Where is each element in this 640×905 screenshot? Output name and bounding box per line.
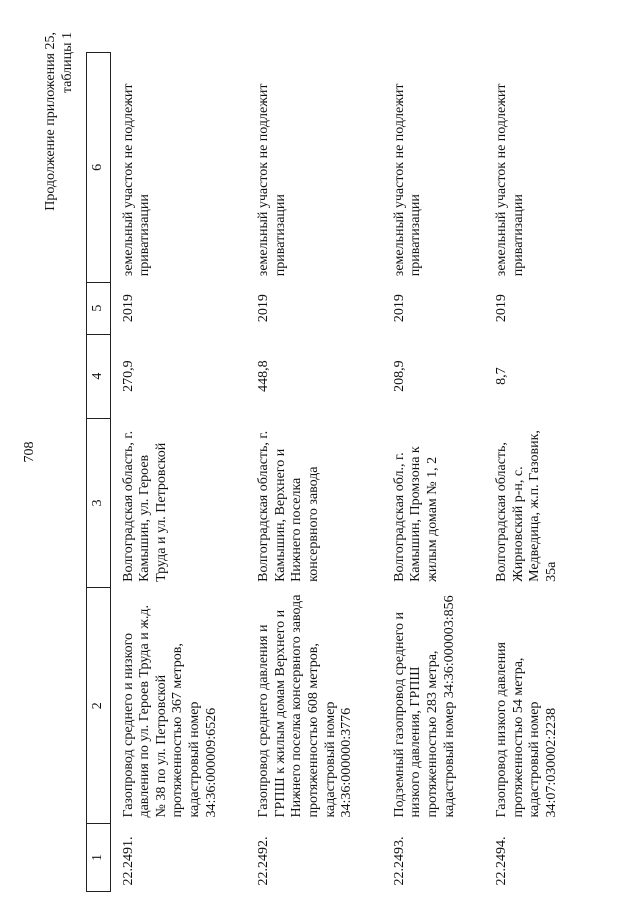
property-table [86,52,586,892]
page-number: 708 [22,441,37,463]
column-header: 3 [87,418,111,588]
object-description: Газопровод низкого давления протяженностью 54 метра, кадастровый номер 34:07:030002:2238 [494,642,559,818]
object-address: Волгоградская область, г. Камышин, Верхнего и Нижнего поселка консервного завода [256,430,321,582]
object-year: 2019 [494,294,510,323]
column-header: 5 [87,282,111,334]
object-note: земельный участок не подлежит приватизации [494,83,526,277]
table-row [382,53,484,892]
row-number: 22.2494. [494,836,510,886]
column-header: 4 [87,334,111,418]
column-header: 1 [87,824,111,892]
continuation-note [42,32,76,211]
row-number: 22.2493. [391,836,407,886]
object-note: земельный участок не подлежит приватизации [391,83,424,277]
column-header: 6 [87,53,111,283]
row-number: 22.2492. [256,836,272,886]
object-note: земельный участок не подлежит приватизации [256,83,288,277]
object-description: Газопровод среднего и низкого давления по ул. Героев Труда и ж.д. № 38 по ул. Петровской протяженностью 367 метров, кадастровый номер 34:36:000009:6526 [120,604,219,818]
object-year: 2019 [120,294,136,323]
continuation-line-2: таблицы 1 [60,32,75,94]
header-row [87,53,111,892]
object-description: Подземный газопровод среднего и низкого давления, ГРПШ протяженностью 283 метра, кадастровый номер 34:36:000003:856 [391,595,457,818]
object-address: Волгоградская обл., г. Камышин, Промзона к жилым домам № 1, 2 [391,446,440,582]
object-description: Газопровод среднего давления и ГРПШ к жилым домам Верхнего и Нижнего поселка консервного завода протяженностью 608 метров, кадастровый номер 34:36:000000:3776 [256,594,355,818]
object-note: земельный участок не подлежит приватизации [120,83,153,277]
object-area: 8,7 [494,367,510,385]
column-header: 2 [87,588,111,824]
object-area: 208,9 [391,360,407,392]
table-row [246,53,382,892]
object-area: 448,8 [256,360,272,392]
document-body [40,12,600,892]
object-year: 2019 [391,294,407,323]
table-row [484,53,586,892]
object-address: Волгоградская область, г. Камышин, ул. Героев Труда и ул. Петровской [120,430,169,582]
object-year: 2019 [256,294,272,323]
object-address: Волгоградская область, Жирновский р-н, с. Медведица, ж.п. Газовик, 35а [494,430,559,582]
table-row [110,53,246,892]
row-number: 22.2491. [120,836,136,886]
continuation-line-1: Продолжение приложения 25, [43,32,58,211]
object-area: 270,9 [120,360,136,392]
